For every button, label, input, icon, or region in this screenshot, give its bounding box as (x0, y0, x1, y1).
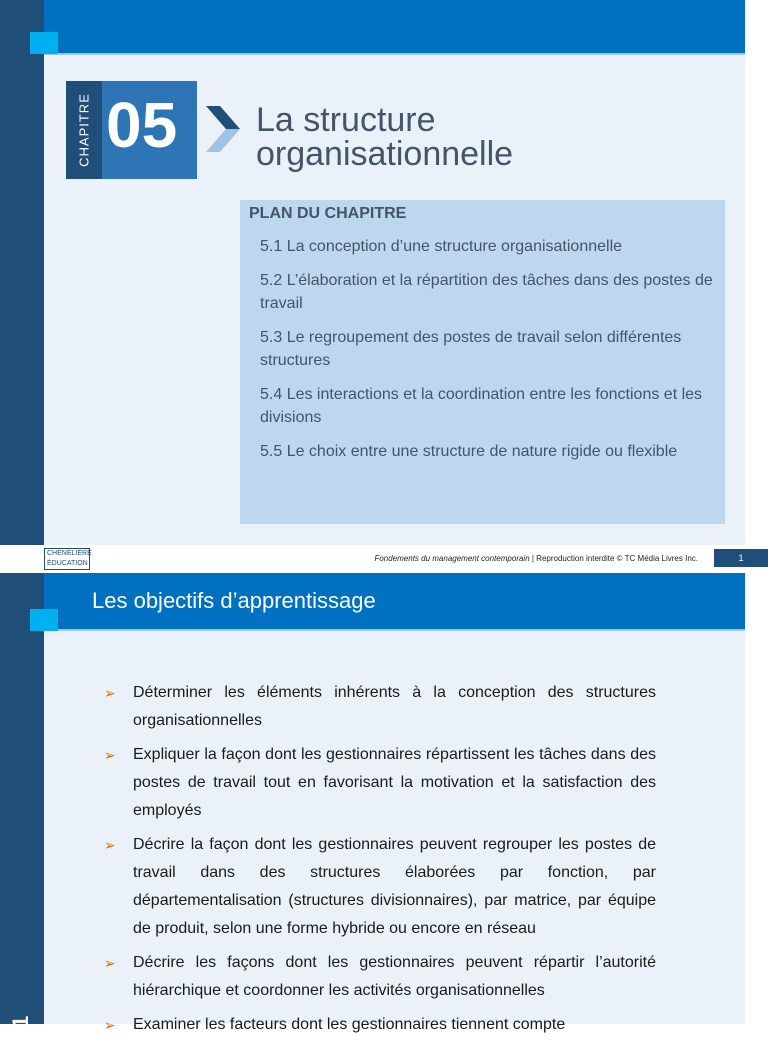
chapter-number: 05 (106, 89, 178, 161)
plan-item: 5.3 Le regroupement des postes de travail selon différentes structures (260, 329, 682, 369)
arrow-bullet-icon: ➢ (104, 685, 116, 701)
slide-2 (0, 573, 768, 1033)
chapter-title (256, 103, 513, 171)
list-item (104, 741, 656, 825)
arrow-bullet-icon: ➢ (104, 955, 116, 971)
accent-square (30, 32, 58, 54)
plan-heading: PLAN DU CHAPITRE (249, 205, 407, 222)
chapter-plan-box (240, 200, 725, 524)
footer-text (374, 554, 698, 563)
slide-sidebar (0, 0, 44, 545)
chapter-badge (66, 81, 197, 179)
arrow-bullet-icon: ➢ (104, 747, 116, 763)
objectives-list (104, 679, 656, 1045)
arrow-bullet-icon: ➢ (104, 837, 116, 853)
publisher-logo (44, 548, 90, 570)
plan-item: 5.1 La conception d’une structure organisationnelle (260, 238, 623, 255)
objective-text: Déterminer les éléments inhérents à la conception des structures organisationnelles (133, 684, 656, 729)
page-footer (0, 545, 768, 573)
plan-item: 5.5 Le choix entre une structure de nature rigide ou flexible (260, 443, 678, 460)
plan-list (260, 235, 715, 474)
footer-book-title: Fondements du management contemporain (374, 554, 530, 563)
objective-text: Expliquer la façon dont les gestionnaires répartissent les tâches dans des postes de travail tout en favorisant la motivation et la satisfaction des employés (133, 746, 656, 819)
list-item (104, 831, 656, 943)
slide-title: Les objectifs d’apprentissage (92, 588, 376, 613)
chapter-title-line1: La structure (256, 101, 436, 139)
footer-rights: | Reproduction interdite © TC Média Livres Inc. (529, 554, 698, 563)
objective-text: Décrire les façons dont les gestionnaires peuvent répartir l’autorité hiérarchique et coordonner les activités organisationnelles (133, 954, 656, 999)
list-item (104, 949, 656, 1005)
arrow-bullet-icon: ➢ (104, 1017, 116, 1033)
objective-text: Examiner les facteurs dont les gestionnaires tiennent compte (133, 1016, 566, 1033)
page-number: 1 (714, 549, 768, 567)
side-number: 1 (8, 1015, 33, 1028)
list-item (104, 1011, 656, 1039)
list-item (104, 679, 656, 735)
logo-line-1: CHENELIÈRE (47, 550, 92, 557)
slide-sidebar (0, 573, 44, 1024)
chevron-right-icon (204, 104, 242, 154)
accent-square (30, 609, 58, 631)
slide-header-bar (44, 0, 745, 55)
chapter-title-line2: organisationnelle (256, 135, 514, 173)
chapter-strip (66, 81, 102, 179)
chapter-word: CHAPITRE (76, 93, 92, 167)
logo-line-2: ÉDUCATION (47, 560, 88, 567)
plan-item: 5.2 L’élaboration et la répartition des tâches dans des postes de travail (260, 272, 713, 312)
objective-text: Décrire la façon dont les gestionnaires peuvent regrouper les postes de travail dans des structures élaborées par fonction, par départementalisation (structures divisionnaires), par matrice, par équipe de produit, selon une forme hybride ou encore en réseau (133, 836, 656, 937)
plan-item: 5.4 Les interactions et la coordination entre les fonctions et les divisions (260, 386, 703, 426)
